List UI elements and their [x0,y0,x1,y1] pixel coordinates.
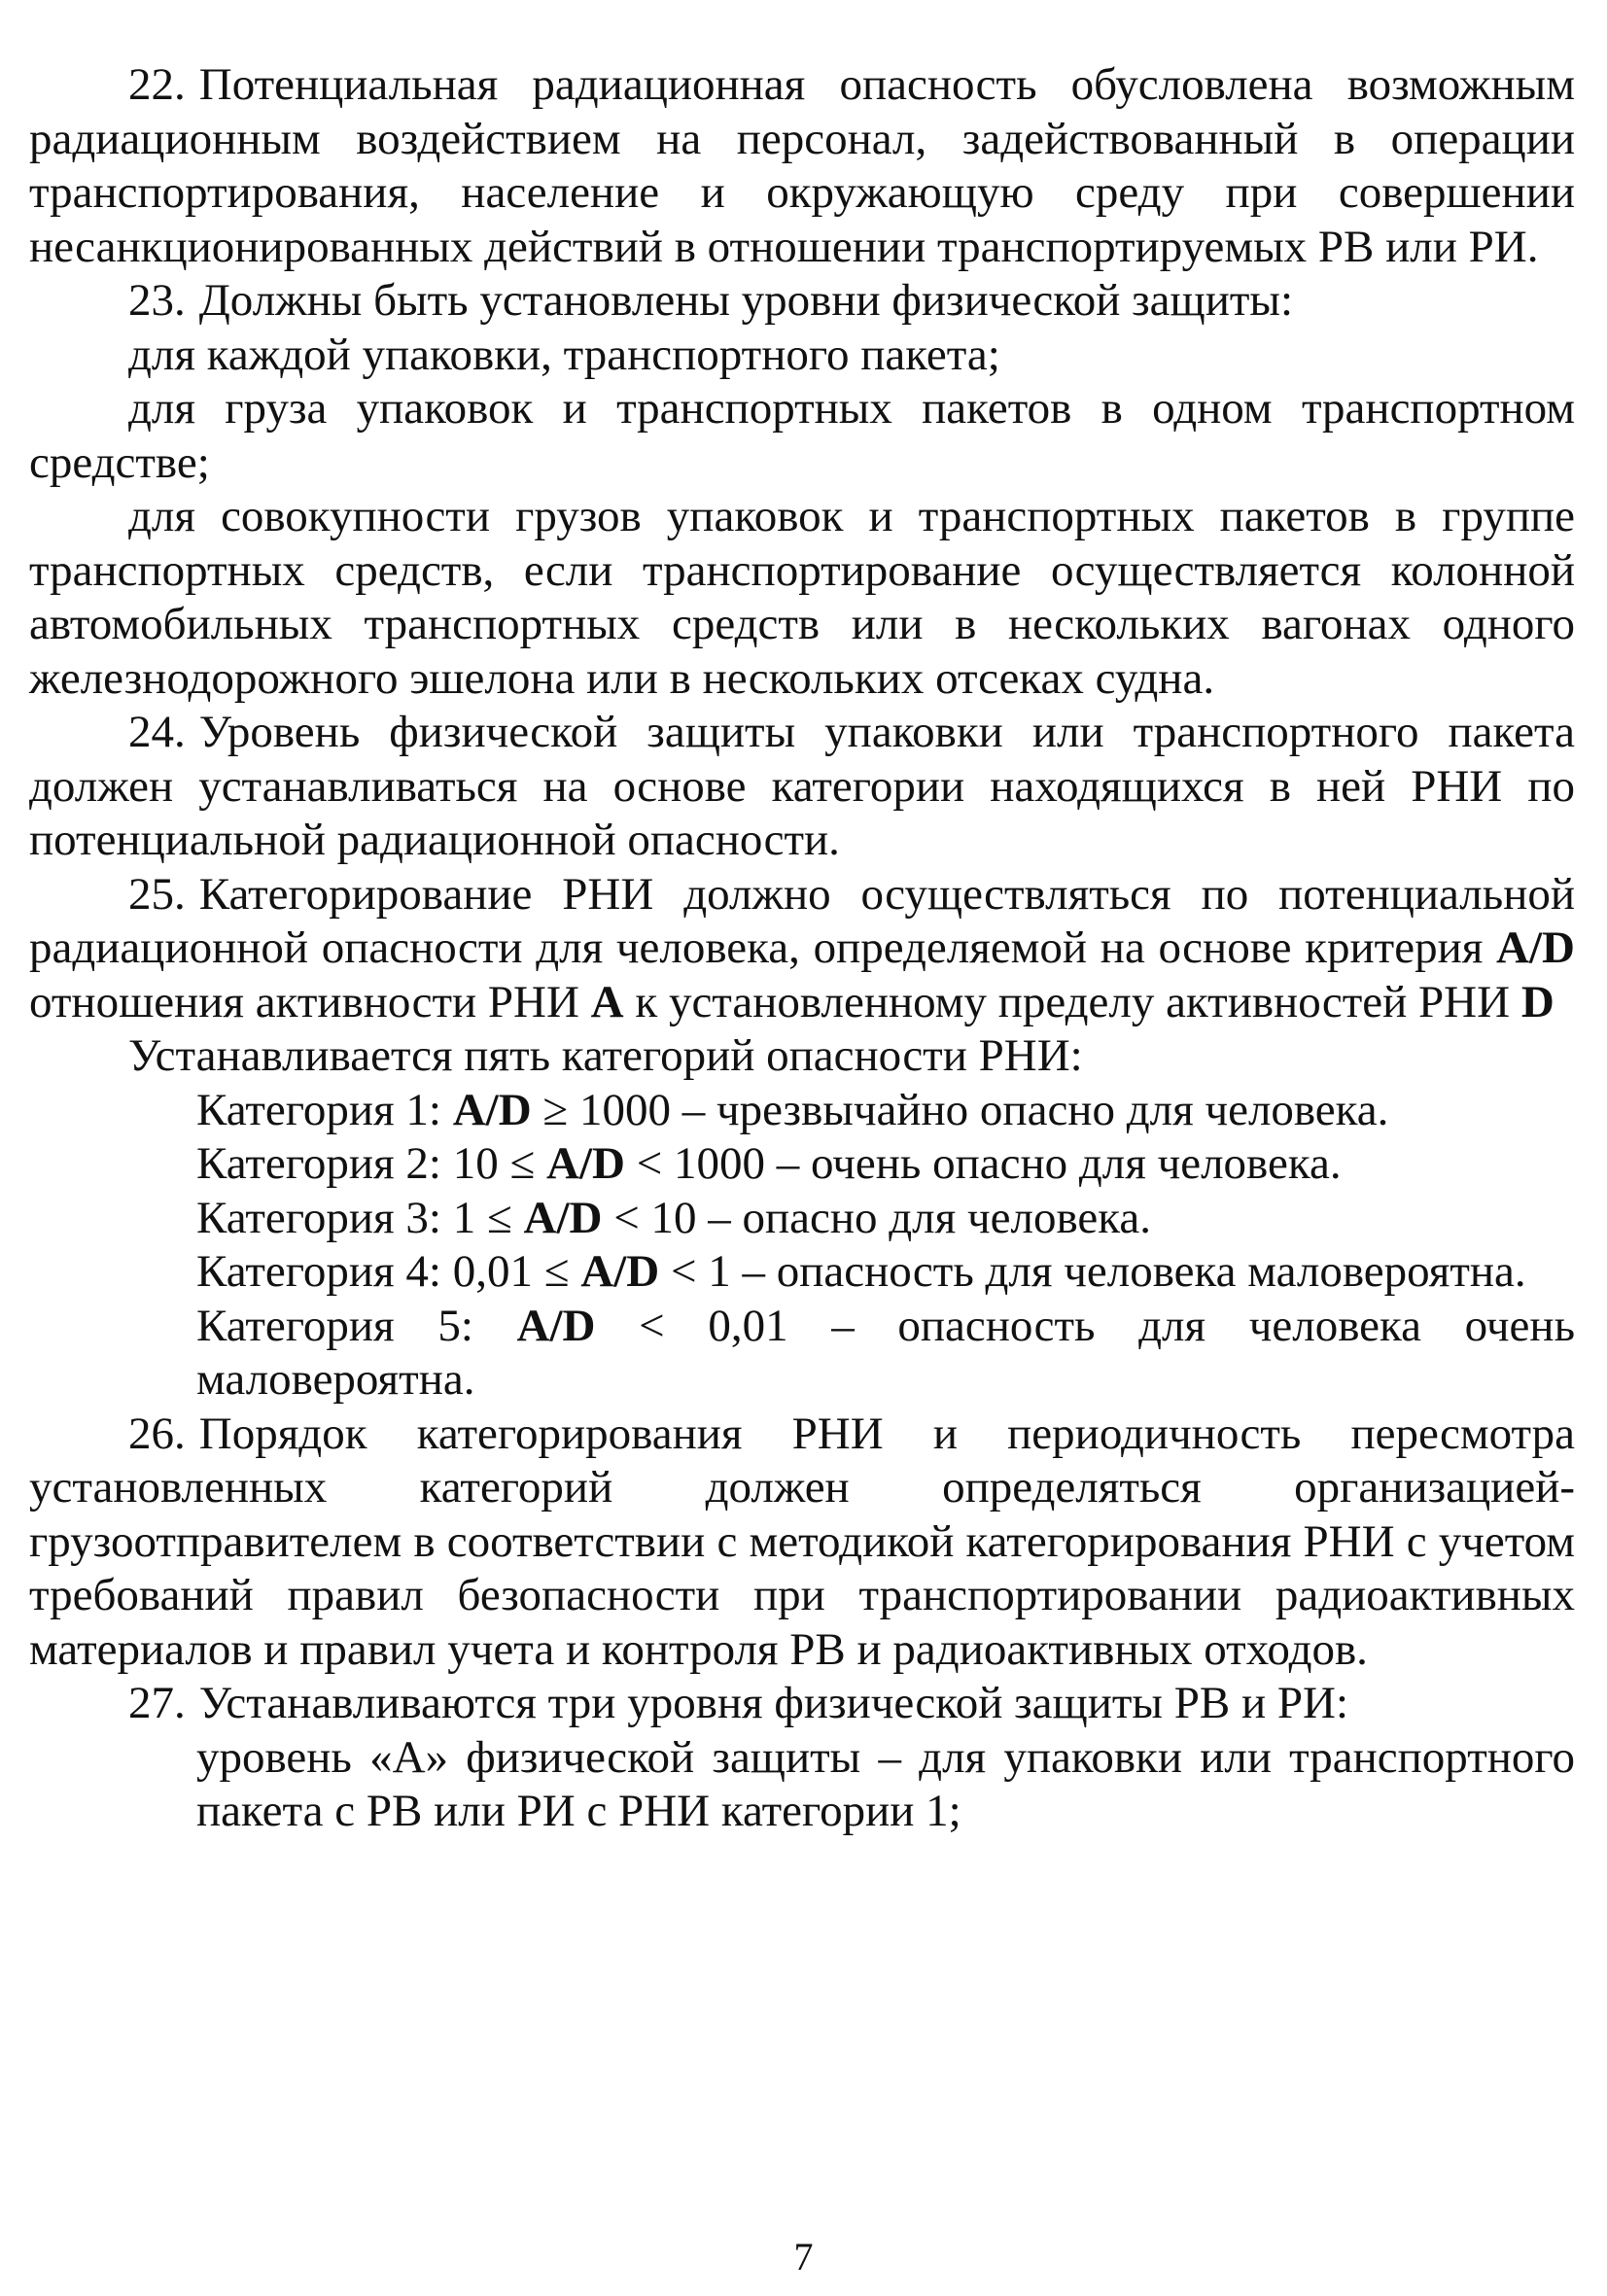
page-number: 7 [793,2235,814,2279]
category-item [29,1084,1575,1138]
category-item [29,1192,1575,1246]
category-description: < 1000 – очень опасно для человека. [624,1138,1342,1189]
category-item [29,1137,1575,1192]
list-item: для груза упаковок и транспортных пакетов в одном транспортном средстве; [29,383,1575,488]
list-item: уровень «А» физической защиты – для упаковки или транспортного пакета с РВ или РИ с РНИ категории 1; [196,1731,1575,1836]
paragraph-number: 24. [128,707,186,757]
category-prefix: Категория 3: 1 ≤ [196,1192,524,1243]
paragraph-24 [29,706,1575,868]
criterion-ad: A/D [452,1084,532,1135]
category-item [29,1245,1575,1300]
category-prefix: Категория 2: 10 ≤ [196,1138,547,1189]
paragraph-25 [29,868,1575,1030]
document-page [29,58,1575,1839]
paragraph-22 [29,58,1575,274]
paragraph-23 [29,274,1575,329]
category-prefix: Категория 5: [196,1300,517,1351]
paragraph-text: Категорирование РНИ должно осуществляться по потенциальной радиационной опасности для человека, определяемой на основе критерия [29,868,1575,973]
activity-a: A [590,976,624,1027]
paragraph-26 [29,1408,1575,1678]
paragraph-text: Уровень физической защиты упаковки или транспортного пакета должен устанавливаться на основе категории находящихся в ней РНИ по потенциальной радиационной опасности. [29,707,1575,865]
paragraph-text: Порядок категорирования РНИ и периодичность пересмотра установленных категорий должен определяться организацией-грузоотправителем в соответствии с методикой категорирования РНИ с учетом требований правил безопасности при транспортировании радиоактивных материалов и правил учета и контроля РВ и радиоактивных отходов. [29,1408,1575,1675]
paragraph-text: к установленному пределу активностей РНИ [623,976,1521,1027]
category-description: < 10 – опасно для человека. [602,1192,1151,1243]
category-prefix: Категория 4: 0,01 ≤ [196,1246,581,1297]
paragraph-number: 22. [128,59,186,110]
list-item: для каждой упаковки, транспортного пакета; [128,329,1000,380]
list-item: для совокупности грузов упаковок и транспортных пакетов в группе транспортных средств, если транспортирование осуществляется колонной автомобильных транспортных средств или в нескольких вагонах одного железнодорожного эшелона или в нескольких отсеках судна. [29,491,1575,704]
paragraph-text: Устанавливаются три уровня физической защиты РВ и РИ: [198,1678,1349,1728]
criterion-ad: A/D [523,1192,603,1243]
criterion-ad: A/D [546,1138,625,1189]
criterion-ad: A/D [1496,922,1575,973]
paragraph-number: 26. [128,1408,186,1459]
paragraph-number: 27. [128,1678,186,1728]
criterion-ad: A/D [580,1246,660,1297]
category-item [29,1300,1575,1408]
paragraph-text: отношения активности РНИ [29,976,591,1027]
category-prefix: Категория 1: [196,1084,453,1135]
paragraph-27 [29,1677,1575,1731]
paragraph-number: 23. [128,275,186,326]
category-description: < 1 – опасность для человека маловероятна. [659,1246,1526,1297]
category-description: ≥ 1000 – чрезвычайно опасно для человека. [531,1084,1389,1135]
paragraph-text: Должны быть установлены уровни физической защиты: [198,275,1294,326]
criterion-ad: A/D [516,1300,596,1351]
category-description: < 0,01 – опасность для человека очень маловероятна. [196,1300,1575,1405]
paragraph-text: Потенциальная радиационная опасность обусловлена возможным радиационным воздействием на персонал, задействованный в операции транспортирования, население и окружающую среду при совершении несанкционированных действий в отношении транспортируемых РВ или РИ. [29,59,1575,272]
limit-d: D [1520,976,1555,1027]
paragraph-number: 25. [128,868,186,920]
categories-intro: Устанавливается пять категорий опасности РНИ: [128,1030,1083,1081]
